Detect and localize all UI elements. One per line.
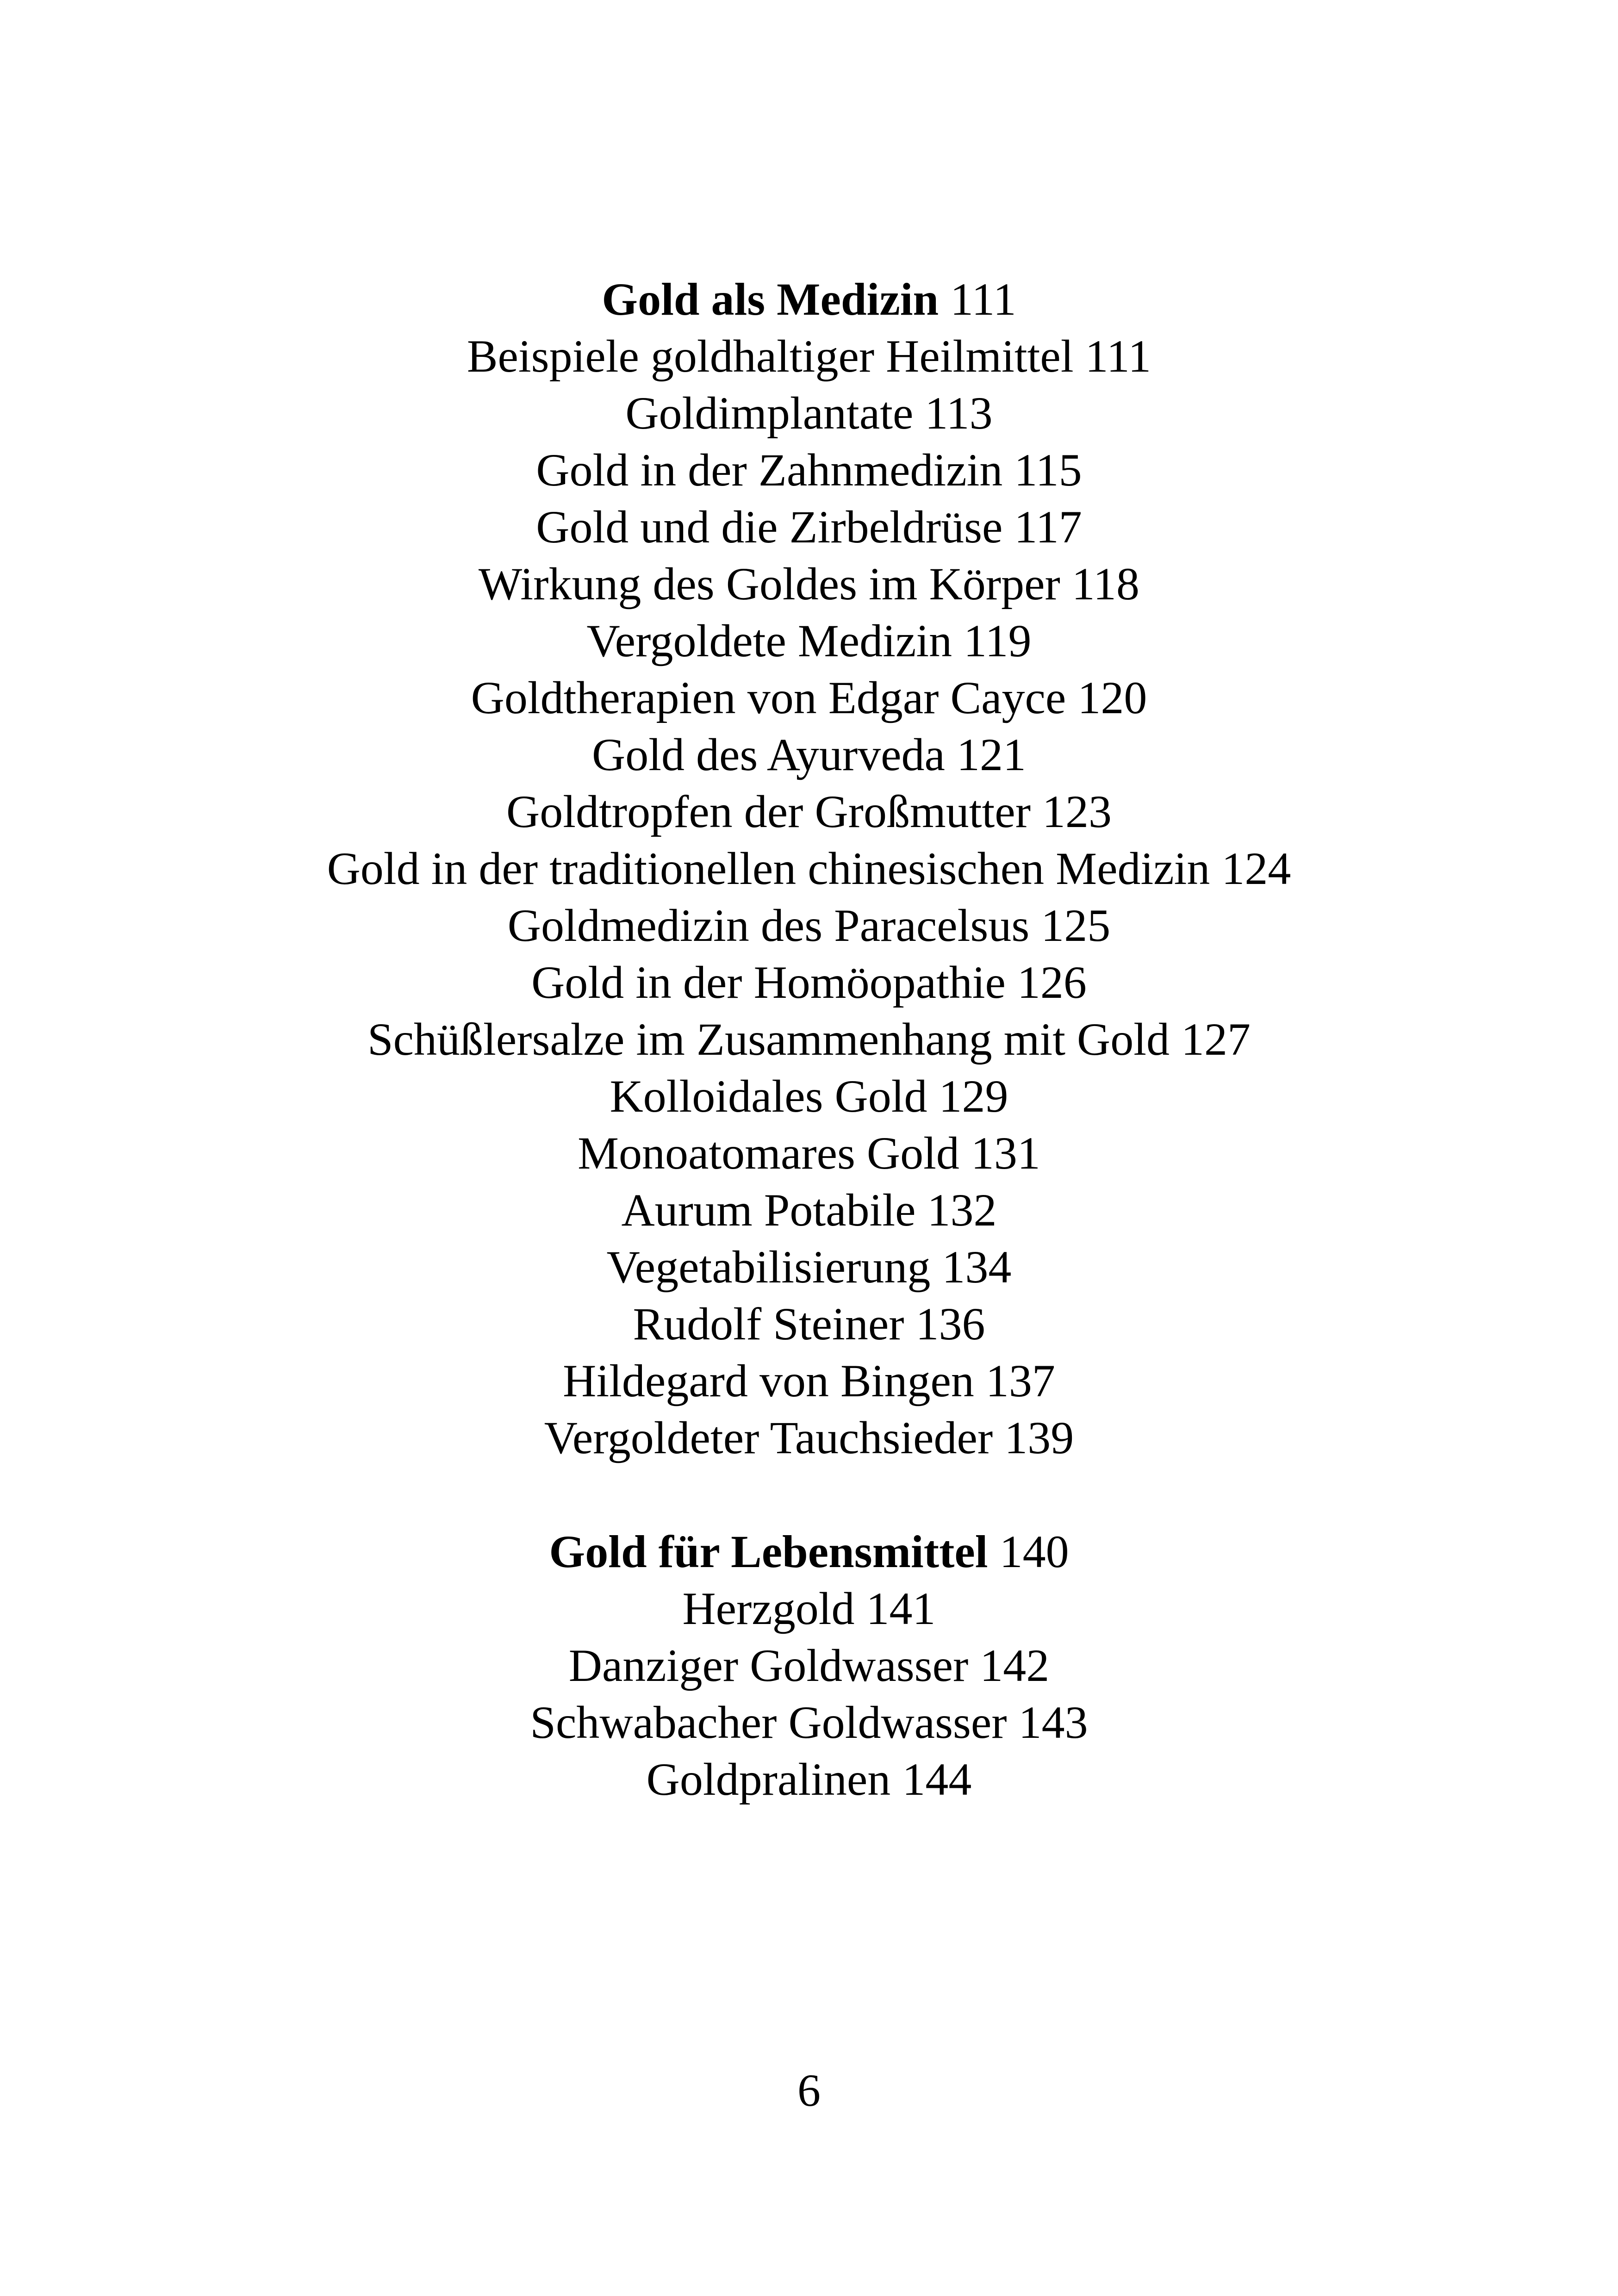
- entry-page-number: 139: [1004, 1412, 1074, 1463]
- toc-section-gold-fuer-lebensmittel: [0, 1523, 1618, 1808]
- entry-title: Vergoldete Medizin: [586, 615, 952, 666]
- entry-page-number: 115: [1014, 444, 1082, 496]
- entry-title: Schüßlersalze im Zusammenhang mit Gold: [367, 1014, 1170, 1065]
- entry-page-number: 123: [1042, 786, 1112, 837]
- entry-title: Wirkung des Goldes im Körper: [478, 558, 1060, 610]
- entry-page-number: 124: [1221, 843, 1291, 894]
- entry-page-number: 113: [925, 387, 993, 439]
- toc-entry[interactable]: [0, 612, 1618, 669]
- page-number: 6: [797, 2065, 821, 2116]
- toc-entry[interactable]: [0, 1694, 1618, 1751]
- entry-page-number: 111: [1085, 330, 1151, 382]
- entry-title: Gold in der Zahnmedizin: [536, 444, 1003, 496]
- entry-page-number: 132: [927, 1184, 997, 1236]
- entry-page-number: 120: [1077, 672, 1147, 723]
- entry-page-number: 126: [1017, 957, 1087, 1008]
- toc-entry[interactable]: [0, 1580, 1618, 1637]
- toc-entry[interactable]: [0, 1238, 1618, 1295]
- section-heading[interactable]: [0, 271, 1618, 328]
- entry-title: Danziger Goldwasser: [568, 1640, 969, 1691]
- toc-entry[interactable]: [0, 1011, 1618, 1068]
- entry-page-number: 129: [939, 1070, 1008, 1122]
- entry-title: Beispiele goldhaltiger Heilmittel: [467, 330, 1074, 382]
- toc-entry[interactable]: [0, 1637, 1618, 1694]
- toc-entry[interactable]: [0, 1182, 1618, 1238]
- toc-entry[interactable]: [0, 726, 1618, 783]
- toc-entry[interactable]: [0, 1068, 1618, 1125]
- entry-title: Monoatomares Gold: [578, 1127, 959, 1179]
- toc-entry[interactable]: [0, 669, 1618, 726]
- entry-title: Gold in der Homöopathie: [531, 957, 1006, 1008]
- entry-page-number: 143: [1018, 1697, 1088, 1748]
- toc-entry[interactable]: [0, 555, 1618, 612]
- entry-title: Gold des Ayurveda: [592, 729, 945, 780]
- entry-page-number: 117: [1014, 501, 1082, 553]
- entry-page-number: 142: [980, 1640, 1050, 1691]
- entry-page-number: 141: [866, 1583, 936, 1634]
- toc-entry[interactable]: [0, 328, 1618, 385]
- toc-entry[interactable]: [0, 783, 1618, 840]
- entry-title: Schwabacher Goldwasser: [530, 1697, 1007, 1748]
- entry-title: Goldtropfen der Großmutter: [506, 786, 1031, 837]
- entry-title: Goldmedizin des Paracelsus: [507, 900, 1030, 951]
- entry-page-number: 119: [964, 615, 1032, 666]
- toc-section-gold-als-medizin: [0, 271, 1618, 1466]
- toc-entry[interactable]: [0, 897, 1618, 954]
- entry-title: Vergoldeter Tauchsieder: [544, 1412, 993, 1463]
- entry-title: Gold und die Zirbeldrüse: [536, 501, 1003, 553]
- entry-page-number: 125: [1041, 900, 1111, 951]
- table-of-contents: [0, 271, 1618, 1808]
- entry-title: Goldpralinen: [646, 1754, 891, 1805]
- entry-page-number: 131: [971, 1127, 1040, 1179]
- entry-title: Gold in der traditionellen chinesischen Medizin: [327, 843, 1210, 894]
- entry-page-number: 136: [915, 1298, 985, 1350]
- toc-entry[interactable]: [0, 1125, 1618, 1182]
- section-heading[interactable]: [0, 1523, 1618, 1580]
- entry-page-number: 118: [1071, 558, 1140, 610]
- section-page-number: 111: [950, 274, 1016, 325]
- toc-entry[interactable]: [0, 1295, 1618, 1352]
- entry-title: Vegetabilisierung: [606, 1241, 931, 1293]
- toc-entry[interactable]: [0, 1352, 1618, 1409]
- section-title: Gold als Medizin: [602, 274, 939, 325]
- entry-page-number: 121: [956, 729, 1026, 780]
- entry-title: Rudolf Steiner: [633, 1298, 904, 1350]
- toc-entry[interactable]: [0, 1751, 1618, 1808]
- entry-page-number: 144: [902, 1754, 972, 1805]
- entry-title: Goldtherapien von Edgar Cayce: [471, 672, 1066, 723]
- toc-entry[interactable]: [0, 498, 1618, 555]
- entry-title: Herzgold: [682, 1583, 855, 1634]
- section-page-number: 140: [999, 1526, 1069, 1577]
- entry-title: Hildegard von Bingen: [563, 1355, 974, 1406]
- entry-title: Kolloidales Gold: [610, 1070, 927, 1122]
- toc-entry[interactable]: [0, 442, 1618, 498]
- toc-entry[interactable]: [0, 1409, 1618, 1466]
- entry-page-number: 137: [985, 1355, 1055, 1406]
- entry-page-number: 127: [1181, 1014, 1251, 1065]
- toc-entry[interactable]: [0, 385, 1618, 442]
- toc-entry[interactable]: [0, 954, 1618, 1011]
- entry-title: Goldimplantate: [625, 387, 914, 439]
- toc-entry[interactable]: [0, 840, 1618, 897]
- entry-page-number: 134: [942, 1241, 1012, 1293]
- entry-title: Aurum Potabile: [621, 1184, 916, 1236]
- section-title: Gold für Lebensmittel: [549, 1526, 988, 1577]
